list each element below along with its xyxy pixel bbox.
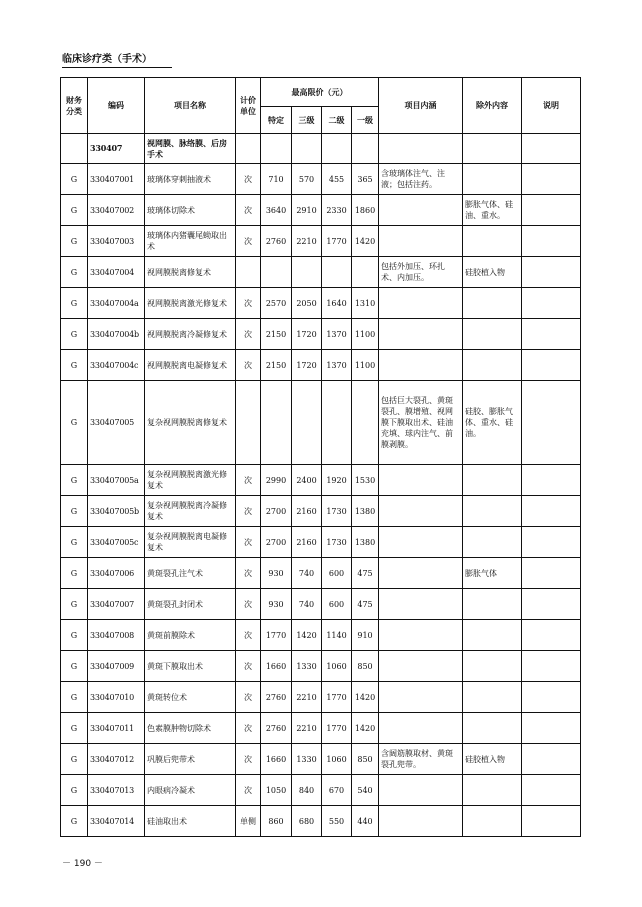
price-level3-cell: 740	[292, 558, 322, 589]
category-cell: G	[61, 620, 88, 651]
code-cell: 330407010	[88, 682, 145, 713]
price-level1-cell: 1100	[352, 350, 379, 381]
price-level1-cell: 1530	[352, 465, 379, 496]
code-cell: 330407014	[88, 806, 145, 837]
unit-cell: 次	[236, 651, 261, 682]
code-cell: 330407004b	[88, 319, 145, 350]
price-level2-cell: 670	[322, 775, 352, 806]
price-level2-cell: 1640	[322, 288, 352, 319]
content-cell	[379, 319, 463, 350]
price-special-cell	[261, 134, 292, 164]
category-cell: G	[61, 350, 88, 381]
price-special-cell: 1660	[261, 744, 292, 775]
name-cell: 色素膜肿物切除术	[145, 713, 236, 744]
price-level2-cell: 1920	[322, 465, 352, 496]
category-cell: G	[61, 465, 88, 496]
price-level3-cell: 2050	[292, 288, 322, 319]
header-name: 项目名称	[145, 78, 236, 134]
content-cell: 含阔筋膜取材、黄斑裂孔兜带。	[379, 744, 463, 775]
price-special-cell: 930	[261, 558, 292, 589]
unit-cell: 次	[236, 527, 261, 558]
content-cell	[379, 134, 463, 164]
table-row	[61, 226, 581, 257]
table-row	[61, 682, 581, 713]
price-level2-cell: 1060	[322, 744, 352, 775]
table-row	[61, 381, 581, 465]
price-level3-cell: 2210	[292, 226, 322, 257]
note-cell	[522, 465, 581, 496]
code-cell: 330407003	[88, 226, 145, 257]
price-level1-cell: 1310	[352, 288, 379, 319]
name-cell: 玻璃体内猪囊尾蚴取出术	[145, 226, 236, 257]
price-level3-cell: 840	[292, 775, 322, 806]
content-cell: 包括外加压、环扎术、内加压。	[379, 257, 463, 288]
content-cell	[379, 775, 463, 806]
price-level3-cell	[292, 134, 322, 164]
category-cell: G	[61, 651, 88, 682]
price-special-cell	[261, 381, 292, 465]
table-row	[61, 806, 581, 837]
category-cell: G	[61, 589, 88, 620]
price-level3-cell: 2210	[292, 682, 322, 713]
header-max-price: 最高限价（元）	[261, 78, 379, 107]
price-special-cell: 1770	[261, 620, 292, 651]
price-level2-cell: 1770	[322, 713, 352, 744]
category-cell: G	[61, 744, 88, 775]
price-level2-cell: 1730	[322, 527, 352, 558]
name-cell: 玻璃体切除术	[145, 195, 236, 226]
note-cell	[522, 257, 581, 288]
name-cell: 视网膜、脉络膜、后房手术	[145, 134, 236, 164]
excluded-cell: 硅胶植入物	[463, 257, 522, 288]
header-category: 财务分类	[61, 78, 88, 134]
price-level1-cell: 1380	[352, 527, 379, 558]
price-level3-cell	[292, 257, 322, 288]
excluded-cell	[463, 226, 522, 257]
content-cell	[379, 226, 463, 257]
content-cell	[379, 589, 463, 620]
price-level2-cell: 1060	[322, 651, 352, 682]
excluded-cell	[463, 288, 522, 319]
content-cell	[379, 558, 463, 589]
name-cell: 复杂视网膜脱离冷凝修复术	[145, 496, 236, 527]
page-number: － 190 －	[62, 859, 103, 869]
code-cell: 330407005c	[88, 527, 145, 558]
name-cell: 内眼病冷凝术	[145, 775, 236, 806]
note-cell	[522, 134, 581, 164]
note-cell	[522, 806, 581, 837]
table-row	[61, 288, 581, 319]
price-level1-cell: 910	[352, 620, 379, 651]
category-cell: G	[61, 257, 88, 288]
table-row	[61, 465, 581, 496]
table-row	[61, 195, 581, 226]
price-level1-cell: 540	[352, 775, 379, 806]
name-cell: 黄斑裂孔封闭术	[145, 589, 236, 620]
price-level1-cell: 850	[352, 744, 379, 775]
excluded-cell	[463, 164, 522, 195]
note-cell	[522, 682, 581, 713]
header-excluded: 除外内容	[463, 78, 522, 134]
excluded-cell	[463, 620, 522, 651]
content-cell	[379, 620, 463, 651]
price-level3-cell: 2400	[292, 465, 322, 496]
price-level3-cell: 740	[292, 589, 322, 620]
unit-cell	[236, 381, 261, 465]
price-special-cell: 2700	[261, 496, 292, 527]
excluded-cell	[463, 775, 522, 806]
table-row	[61, 527, 581, 558]
header-code: 编码	[88, 78, 145, 134]
excluded-cell	[463, 134, 522, 164]
price-level1-cell: 440	[352, 806, 379, 837]
category-cell: G	[61, 806, 88, 837]
header-level3: 三级	[292, 107, 322, 134]
name-cell: 黄斑裂孔注气术	[145, 558, 236, 589]
unit-cell: 次	[236, 226, 261, 257]
price-special-cell: 2150	[261, 350, 292, 381]
category-cell: G	[61, 226, 88, 257]
excluded-cell: 硅胶植入物	[463, 744, 522, 775]
table-row	[61, 134, 581, 164]
category-cell: G	[61, 164, 88, 195]
table-body	[61, 134, 581, 837]
category-cell: G	[61, 682, 88, 713]
name-cell: 视网膜脱离激光修复术	[145, 288, 236, 319]
content-cell	[379, 288, 463, 319]
code-cell: 330407004c	[88, 350, 145, 381]
excluded-cell	[463, 682, 522, 713]
price-level3-cell: 2910	[292, 195, 322, 226]
category-cell: G	[61, 527, 88, 558]
note-cell	[522, 164, 581, 195]
header-level1: 一级	[352, 107, 379, 134]
name-cell: 视网膜脱离修复术	[145, 257, 236, 288]
note-cell	[522, 226, 581, 257]
code-cell: 330407007	[88, 589, 145, 620]
category-cell: G	[61, 381, 88, 465]
code-cell: 330407006	[88, 558, 145, 589]
table-row	[61, 775, 581, 806]
price-level3-cell: 1720	[292, 319, 322, 350]
category-cell: G	[61, 775, 88, 806]
note-cell	[522, 195, 581, 226]
price-special-cell: 2760	[261, 226, 292, 257]
excluded-cell	[463, 806, 522, 837]
content-cell	[379, 527, 463, 558]
price-level3-cell: 680	[292, 806, 322, 837]
table-row	[61, 558, 581, 589]
price-level3-cell: 2160	[292, 527, 322, 558]
excluded-cell	[463, 589, 522, 620]
price-level3-cell: 2210	[292, 713, 322, 744]
name-cell: 复杂视网膜脱离电凝修复术	[145, 527, 236, 558]
price-level2-cell: 550	[322, 806, 352, 837]
note-cell	[522, 651, 581, 682]
unit-cell: 次	[236, 319, 261, 350]
price-level3-cell: 570	[292, 164, 322, 195]
unit-cell: 次	[236, 496, 261, 527]
excluded-cell	[463, 713, 522, 744]
name-cell: 复杂视网膜脱离激光修复术	[145, 465, 236, 496]
note-cell	[522, 558, 581, 589]
content-cell	[379, 350, 463, 381]
price-special-cell: 2990	[261, 465, 292, 496]
unit-cell: 次	[236, 288, 261, 319]
price-level3-cell: 1330	[292, 744, 322, 775]
name-cell: 玻璃体穿刺抽液术	[145, 164, 236, 195]
unit-cell: 单侧	[236, 806, 261, 837]
unit-cell: 次	[236, 744, 261, 775]
header-level2: 二级	[322, 107, 352, 134]
note-cell	[522, 288, 581, 319]
unit-cell: 次	[236, 195, 261, 226]
excluded-cell	[463, 496, 522, 527]
table-row	[61, 350, 581, 381]
unit-cell: 次	[236, 558, 261, 589]
note-cell	[522, 589, 581, 620]
category-cell: G	[61, 195, 88, 226]
excluded-cell	[463, 350, 522, 381]
unit-cell: 次	[236, 465, 261, 496]
note-cell	[522, 319, 581, 350]
category-cell: G	[61, 319, 88, 350]
note-cell	[522, 496, 581, 527]
name-cell: 视网膜脱离冷凝修复术	[145, 319, 236, 350]
excluded-cell	[463, 527, 522, 558]
price-level1-cell	[352, 381, 379, 465]
table-row	[61, 164, 581, 195]
unit-cell: 次	[236, 775, 261, 806]
price-level2-cell: 1370	[322, 319, 352, 350]
price-level2-cell: 1770	[322, 226, 352, 257]
price-level3-cell: 2160	[292, 496, 322, 527]
excluded-cell	[463, 465, 522, 496]
price-level1-cell: 1860	[352, 195, 379, 226]
price-special-cell: 2760	[261, 713, 292, 744]
price-table	[60, 77, 581, 837]
category-cell: G	[61, 496, 88, 527]
note-cell	[522, 775, 581, 806]
content-cell	[379, 651, 463, 682]
content-cell	[379, 713, 463, 744]
price-level1-cell: 1420	[352, 713, 379, 744]
unit-cell: 次	[236, 682, 261, 713]
unit-cell: 次	[236, 713, 261, 744]
name-cell: 硅油取出术	[145, 806, 236, 837]
table-row	[61, 257, 581, 288]
table-row	[61, 744, 581, 775]
name-cell: 黄斑转位术	[145, 682, 236, 713]
code-cell: 330407005a	[88, 465, 145, 496]
table-row	[61, 319, 581, 350]
unit-cell: 次	[236, 589, 261, 620]
excluded-cell	[463, 651, 522, 682]
price-special-cell: 710	[261, 164, 292, 195]
price-level1-cell: 365	[352, 164, 379, 195]
content-cell: 包括巨大裂孔、黄斑裂孔、膜增殖、视网膜下膜取出术、硅油充填、球内注气、前膜剥膜。	[379, 381, 463, 465]
header-unit: 计价单位	[236, 78, 261, 134]
price-level1-cell: 1420	[352, 226, 379, 257]
header-content: 项目内涵	[379, 78, 463, 134]
unit-cell	[236, 257, 261, 288]
page-header-title: 临床诊疗类（手术）	[62, 54, 152, 65]
category-cell: G	[61, 288, 88, 319]
header-underline	[62, 67, 172, 68]
name-cell: 黄斑前膜除术	[145, 620, 236, 651]
note-cell	[522, 744, 581, 775]
price-level2-cell: 1370	[322, 350, 352, 381]
price-level2-cell	[322, 134, 352, 164]
price-level2-cell: 600	[322, 589, 352, 620]
price-level1-cell: 475	[352, 589, 379, 620]
price-special-cell: 2570	[261, 288, 292, 319]
price-level2-cell: 455	[322, 164, 352, 195]
price-level1-cell	[352, 257, 379, 288]
table-row	[61, 496, 581, 527]
price-level1-cell: 850	[352, 651, 379, 682]
code-cell: 330407012	[88, 744, 145, 775]
note-cell	[522, 527, 581, 558]
name-cell: 视网膜脱离电凝修复术	[145, 350, 236, 381]
price-level3-cell: 1720	[292, 350, 322, 381]
note-cell	[522, 350, 581, 381]
price-level2-cell	[322, 381, 352, 465]
code-cell: 330407005b	[88, 496, 145, 527]
table-row	[61, 589, 581, 620]
category-cell: G	[61, 713, 88, 744]
price-special-cell	[261, 257, 292, 288]
price-level1-cell: 475	[352, 558, 379, 589]
code-cell: 330407004a	[88, 288, 145, 319]
price-special-cell: 2760	[261, 682, 292, 713]
excluded-cell	[463, 319, 522, 350]
price-special-cell: 2700	[261, 527, 292, 558]
excluded-cell: 膨胀气体、硅油、重水。	[463, 195, 522, 226]
code-cell: 330407009	[88, 651, 145, 682]
note-cell	[522, 713, 581, 744]
price-level1-cell: 1100	[352, 319, 379, 350]
name-cell: 黄斑下膜取出术	[145, 651, 236, 682]
price-level3-cell: 1420	[292, 620, 322, 651]
code-cell: 330407004	[88, 257, 145, 288]
category-cell	[61, 134, 88, 164]
price-special-cell: 3640	[261, 195, 292, 226]
header-special: 特定	[261, 107, 292, 134]
code-cell: 330407001	[88, 164, 145, 195]
content-cell	[379, 682, 463, 713]
unit-cell: 次	[236, 350, 261, 381]
note-cell	[522, 620, 581, 651]
content-cell	[379, 806, 463, 837]
content-cell	[379, 496, 463, 527]
excluded-cell: 硅胶、膨胀气体、重水、硅油。	[463, 381, 522, 465]
price-level2-cell: 600	[322, 558, 352, 589]
price-special-cell: 2150	[261, 319, 292, 350]
price-level2-cell: 1770	[322, 682, 352, 713]
price-level2-cell: 1730	[322, 496, 352, 527]
category-cell: G	[61, 558, 88, 589]
excluded-cell: 膨胀气体	[463, 558, 522, 589]
code-cell: 330407002	[88, 195, 145, 226]
content-cell	[379, 465, 463, 496]
table-header	[61, 78, 581, 134]
price-level1-cell	[352, 134, 379, 164]
price-special-cell: 860	[261, 806, 292, 837]
content-cell: 含玻璃体注气、注液；包括注药。	[379, 164, 463, 195]
price-special-cell: 1660	[261, 651, 292, 682]
unit-cell: 次	[236, 164, 261, 195]
note-cell	[522, 381, 581, 465]
price-special-cell: 930	[261, 589, 292, 620]
table-row	[61, 651, 581, 682]
name-cell: 复杂视网膜脱离修复术	[145, 381, 236, 465]
unit-cell: 次	[236, 620, 261, 651]
price-level2-cell: 1140	[322, 620, 352, 651]
unit-cell	[236, 134, 261, 164]
name-cell: 巩膜后兜带术	[145, 744, 236, 775]
code-cell: 330407005	[88, 381, 145, 465]
price-level3-cell: 1330	[292, 651, 322, 682]
price-level1-cell: 1380	[352, 496, 379, 527]
price-special-cell: 1050	[261, 775, 292, 806]
table-row	[61, 620, 581, 651]
header-note: 说明	[522, 78, 581, 134]
code-cell: 330407008	[88, 620, 145, 651]
code-cell: 330407	[88, 134, 145, 164]
code-cell: 330407011	[88, 713, 145, 744]
code-cell: 330407013	[88, 775, 145, 806]
price-level2-cell	[322, 257, 352, 288]
content-cell	[379, 195, 463, 226]
price-level2-cell: 2330	[322, 195, 352, 226]
table-row	[61, 713, 581, 744]
price-level3-cell	[292, 381, 322, 465]
price-level1-cell: 1420	[352, 682, 379, 713]
